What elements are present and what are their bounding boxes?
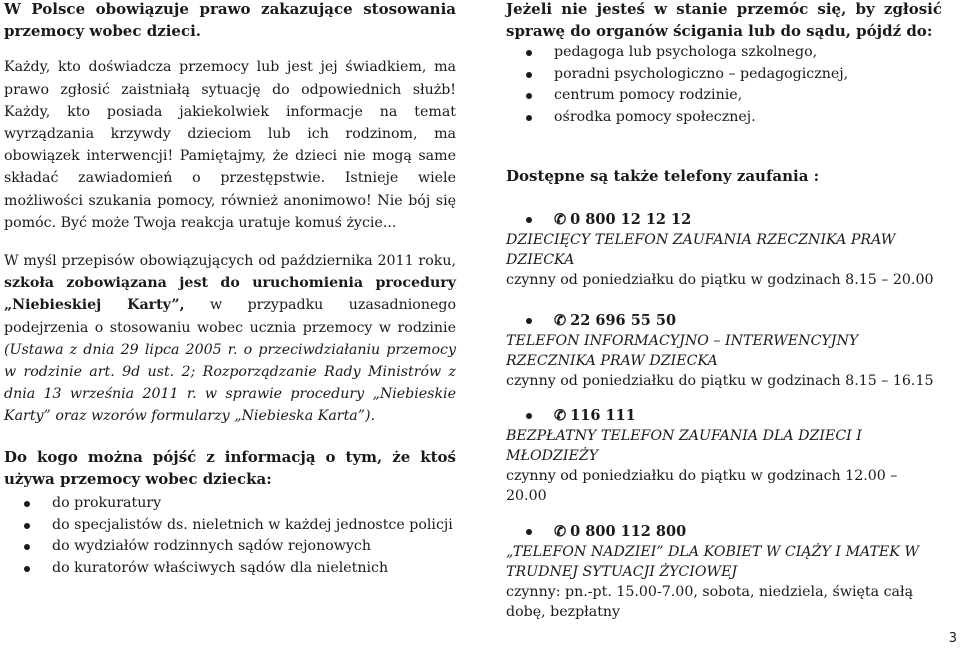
- bullet-icon: [526, 50, 532, 56]
- hotline-number: 0 800 112 800: [570, 522, 687, 540]
- bullet-icon: [526, 529, 532, 535]
- bullet-icon: [24, 544, 30, 550]
- list-item: do specjalistów ds. nieletnich w każdej jednostce policji: [4, 515, 456, 537]
- left-column: [4, 0, 456, 579]
- bullet-icon: [24, 523, 30, 529]
- hotline-2: [506, 311, 942, 331]
- law-bold: szkoła zobowiązana jest do uruchomienia procedury „Niebieskiej Karty”,: [4, 275, 456, 314]
- phone-icon: ✆: [554, 311, 567, 329]
- list-item: poradni psychologiczno – pedagogicznej,: [506, 64, 942, 86]
- hotline-hours: czynny: pn.-pt. 15.00-7.00, sobota, niedziela, święta całą dobę, bezpłatny: [506, 583, 914, 620]
- list-item: centrum pomocy rodzinie,: [506, 85, 942, 107]
- bullet-icon: [526, 93, 532, 99]
- bullet-icon: [24, 566, 30, 572]
- heading-hotlines: Dostępne są także telefony zaufania :: [506, 167, 820, 186]
- bullet-icon: [526, 413, 532, 419]
- heading-law: W Polsce obowiązuje prawo zakazujące stosowania przemocy wobec dzieci.: [4, 0, 456, 41]
- phone-icon: ✆: [554, 210, 567, 228]
- hotline-name: DZIECIĘCY TELEFON ZAUFANIA RZECZNIKA PRAW DZIECKA: [506, 231, 896, 268]
- hotline-hours: czynny od poniedziałku do piątku w godzinach 8.15 – 20.00: [506, 271, 934, 288]
- bullet-icon: [526, 217, 532, 223]
- law-rest: w przypadku uzasadnionego podejrzenia o stosowaniu wobec ucznia przemocy w rodzinie: [4, 297, 457, 336]
- where-list: [4, 493, 456, 579]
- hotline-name: BEZPŁATNY TELEFON ZAUFANIA DLA DZIECI I MŁODZIEŻY: [506, 427, 862, 464]
- right-column: [506, 0, 942, 622]
- bullet-icon: [526, 72, 532, 78]
- hotline-number: 0 800 12 12 12: [570, 210, 692, 228]
- hotline-hours: czynny od poniedziałku do piątku w godzinach 12.00 – 20.00: [506, 467, 898, 504]
- hotline-name: „TELEFON NADZIEI” DLA KOBIET W CIĄŻY I MATEK W TRUDNEJ SYTUACJI ŻYCIOWEJ: [506, 543, 919, 580]
- hotline-3: [506, 406, 942, 426]
- hotline-name: TELEFON INFORMACYJNO – INTERWENCYJNY RZECZNIKA PRAW DZIECKA: [506, 332, 859, 369]
- list-item: do wydziałów rodzinnych sądów rejonowych: [4, 536, 456, 558]
- heading-victim: Jeżeli nie jesteś w stanie przemóc się, by zgłosić sprawę do organów ścigania lub do sądu, pójdź do:: [506, 0, 942, 41]
- hotline-number: 22 696 55 50: [570, 311, 677, 329]
- list-item: ośrodka pomocy społecznej.: [506, 107, 942, 129]
- hotline-number: 116 111: [570, 406, 636, 424]
- bullet-icon: [24, 501, 30, 507]
- victim-list: [506, 42, 942, 128]
- law-intro: W myśl przepisów obowiązujących od października 2011 roku,: [4, 253, 456, 270]
- phone-icon: ✆: [554, 406, 567, 424]
- bullet-icon: [526, 115, 532, 121]
- hotline-1: [506, 210, 942, 230]
- page-number: 3: [948, 631, 957, 646]
- list-item: pedagoga lub psychologa szkolnego,: [506, 42, 942, 64]
- phone-icon: ✆: [554, 522, 567, 540]
- hotline-4: [506, 522, 942, 542]
- hotline-hours: czynny od poniedziałku do piątku w godzinach 8.15 – 16.15: [506, 372, 934, 389]
- bullet-icon: [526, 318, 532, 324]
- paragraph-procedure: [4, 250, 456, 428]
- law-citation: (Ustawa z dnia 29 lipca 2005 r. o przeciwdziałaniu przemocy w rodzinie art. 9d ust. 2; Rozporządzanie Rady Ministrów z dnia 13 września 2011 r. w sprawie procedury „Niebieskie Karty” oraz wzorów formularzy „Niebieska Karta”).: [4, 341, 456, 425]
- list-item: do kuratorów właściwych sądów dla nieletnich: [4, 558, 456, 580]
- heading-where: Do kogo można pójść z informacją o tym, że ktoś używa przemocy wobec dziecka:: [4, 447, 456, 488]
- list-item: do prokuratury: [4, 493, 456, 515]
- paragraph-intro: Każdy, kto doświadcza przemocy lub jest jej świadkiem, ma prawo zgłosić zaistniałą sytuację do odpowiednich służb! Każdy, kto posiada jakiekolwiek informacje na temat wyrządzania krzywdy dzieciom lub ich rodzinom, ma obowiązek interwencji! Pamiętajmy, że dzieci nie mogą same składać zawiadomień o przestępstwie. Istnieje wiele możliwości szukania pomocy, również anonimowo! Nie bój się pomóc. Być może Twoja reakcja uratuje komuś życie...: [4, 59, 456, 231]
